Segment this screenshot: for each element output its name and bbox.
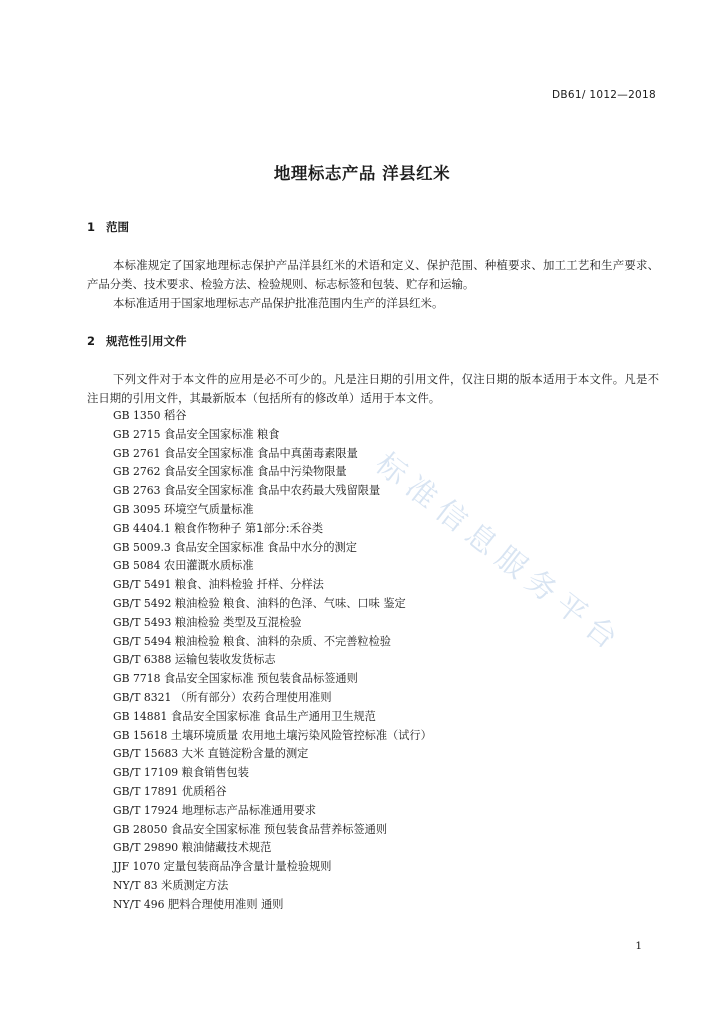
reference-code: GB 5084 [113,559,161,573]
reference-item [113,539,432,558]
reference-item [113,670,432,689]
reference-code: GB 1350 [113,409,161,422]
reference-title: 食品安全国家标准 粮食 [164,427,280,441]
reference-title: 粮食、油料检验 扦样、分样法 [174,578,324,592]
reference-item [113,501,432,520]
reference-code: GB 28050 [113,822,168,836]
reference-code: GB 2715 [113,427,161,441]
reference-code: GB 2762 [113,465,161,479]
reference-item [113,520,432,539]
reference-item [113,482,432,501]
reference-title: 定量包装商品净含量计量检验规则 [163,860,332,874]
reference-code: GB 2763 [113,484,161,498]
reference-title: 食品安全国家标准 食品中污染物限量 [164,465,347,479]
reference-item [113,727,432,746]
reference-item [113,689,432,708]
reference-title: 粮油检验 粮食、油料的色泽、气味、口味 鉴定 [174,596,406,610]
reference-item [113,858,432,877]
reference-title: 环境空气质量标准 [164,502,254,516]
reference-code: GB/T 5493 [113,615,172,629]
reference-code: GB/T 15683 [113,747,179,761]
reference-item [113,802,432,821]
reference-item [113,708,432,727]
reference-code: GB/T 29890 [113,841,179,855]
reference-code: NY/T 496 [113,897,165,911]
section-number: 1 [87,220,96,234]
reference-code: GB 3095 [113,502,161,516]
reference-item [113,614,432,633]
reference-code: NY/T 83 [113,878,158,892]
reference-title: 农田灌溉水质标准 [164,559,254,573]
section-heading-normative-references [87,333,187,349]
reference-title: 运输包装收发货标志 [174,653,276,667]
reference-title: （所有部分）农药合理使用准则 [174,690,332,704]
reference-code: GB/T 17891 [113,784,179,798]
reference-title: 稻谷 [164,409,187,422]
reference-list [113,407,432,915]
reference-title: 粮食作物种子 第1部分:禾谷类 [174,521,324,535]
reference-item [113,783,432,802]
reference-code: GB 14881 [113,709,168,723]
reference-item [113,576,432,595]
page-number: 1 [635,940,642,952]
reference-item [113,896,432,915]
reference-item [113,463,432,482]
reference-code: GB/T 17924 [113,803,179,817]
reference-code: GB 4404.1 [113,521,171,535]
reference-code: GB/T 17109 [113,766,179,780]
reference-code: GB/T 5492 [113,596,172,610]
reference-item [113,595,432,614]
reference-title: 食品安全国家标准 预包装食品营养标签通则 [170,822,388,836]
reference-title: 食品安全国家标准 食品生产通用卫生规范 [170,709,376,723]
reference-item [113,445,432,464]
reference-code: GB 2761 [113,446,161,460]
reference-title: 地理标志产品标准通用要求 [181,803,317,817]
reference-item [113,651,432,670]
reference-title: 肥料合理使用准则 通则 [168,897,284,911]
reference-item [113,839,432,858]
reference-title: 粮食销售包装 [181,766,249,780]
reference-title: 食品安全国家标准 食品中农药最大残留限量 [164,484,381,498]
reference-title: 食品安全国家标准 预包装食品标签通则 [164,672,358,686]
scope-paragraph-1: 本标准规定了国家地理标志保护产品洋县红米的术语和定义、保护范围、种植要求、加工工艺和生产要求、产品分类、技术要求、检验方法、检验规则、标志标签和包装、贮存和运输。 [87,258,659,291]
reference-item [113,407,432,426]
reference-code: GB 5009.3 [113,540,171,554]
reference-title: 食品安全国家标准 食品中真菌毒素限量 [164,446,358,460]
section-title: 范围 [106,220,129,234]
reference-code: GB 15618 [113,728,168,742]
reference-code: GB/T 5491 [113,578,172,592]
reference-title: 粮油检验 粮食、油料的杂质、不完善粒检验 [174,634,391,648]
section-title: 规范性引用文件 [106,334,187,348]
reference-item [113,557,432,576]
reference-item [113,426,432,445]
section-number: 2 [87,334,96,348]
watermark: 标准信息服务平台 [368,446,630,661]
reference-item [113,821,432,840]
reference-item [113,633,432,652]
reference-title: 食品安全国家标准 食品中水分的测定 [174,540,357,554]
reference-title: 米质测定方法 [161,878,229,892]
reference-title: 粮油储藏技术规范 [181,841,272,855]
reference-code: GB 7718 [113,672,161,686]
reference-title: 粮油检验 类型及互混检验 [174,615,302,629]
reference-code: GB/T 8321 [113,690,172,704]
scope-paragraph-2: 本标准适用于国家地理标志产品保护批准范围内生产的洋县红米。 [113,296,444,310]
section-heading-scope [87,219,129,235]
reference-title: 土壤环境质量 农用地土壤污染风险管控标准（试行） [170,728,432,742]
reference-title: 优质稻谷 [181,784,227,798]
document-code: DB61/ 1012—2018 [552,89,656,101]
reference-item [113,745,432,764]
reference-item [113,764,432,783]
reference-title: 大米 直链淀粉含量的测定 [181,747,309,761]
references-intro-paragraph: 下列文件对于本文件的应用是必不可少的。凡是注日期的引用文件，仅注日期的版本适用于本文件。凡是不注日期的引用文件，其最新版本（包括所有的修改单）适用于本文件。 [87,372,659,405]
document-title: 地理标志产品 洋县红米 [273,164,451,183]
reference-item [113,877,432,896]
reference-code: GB/T 6388 [113,653,172,667]
reference-code: GB/T 5494 [113,634,172,648]
reference-code: JJF 1070 [113,860,161,874]
